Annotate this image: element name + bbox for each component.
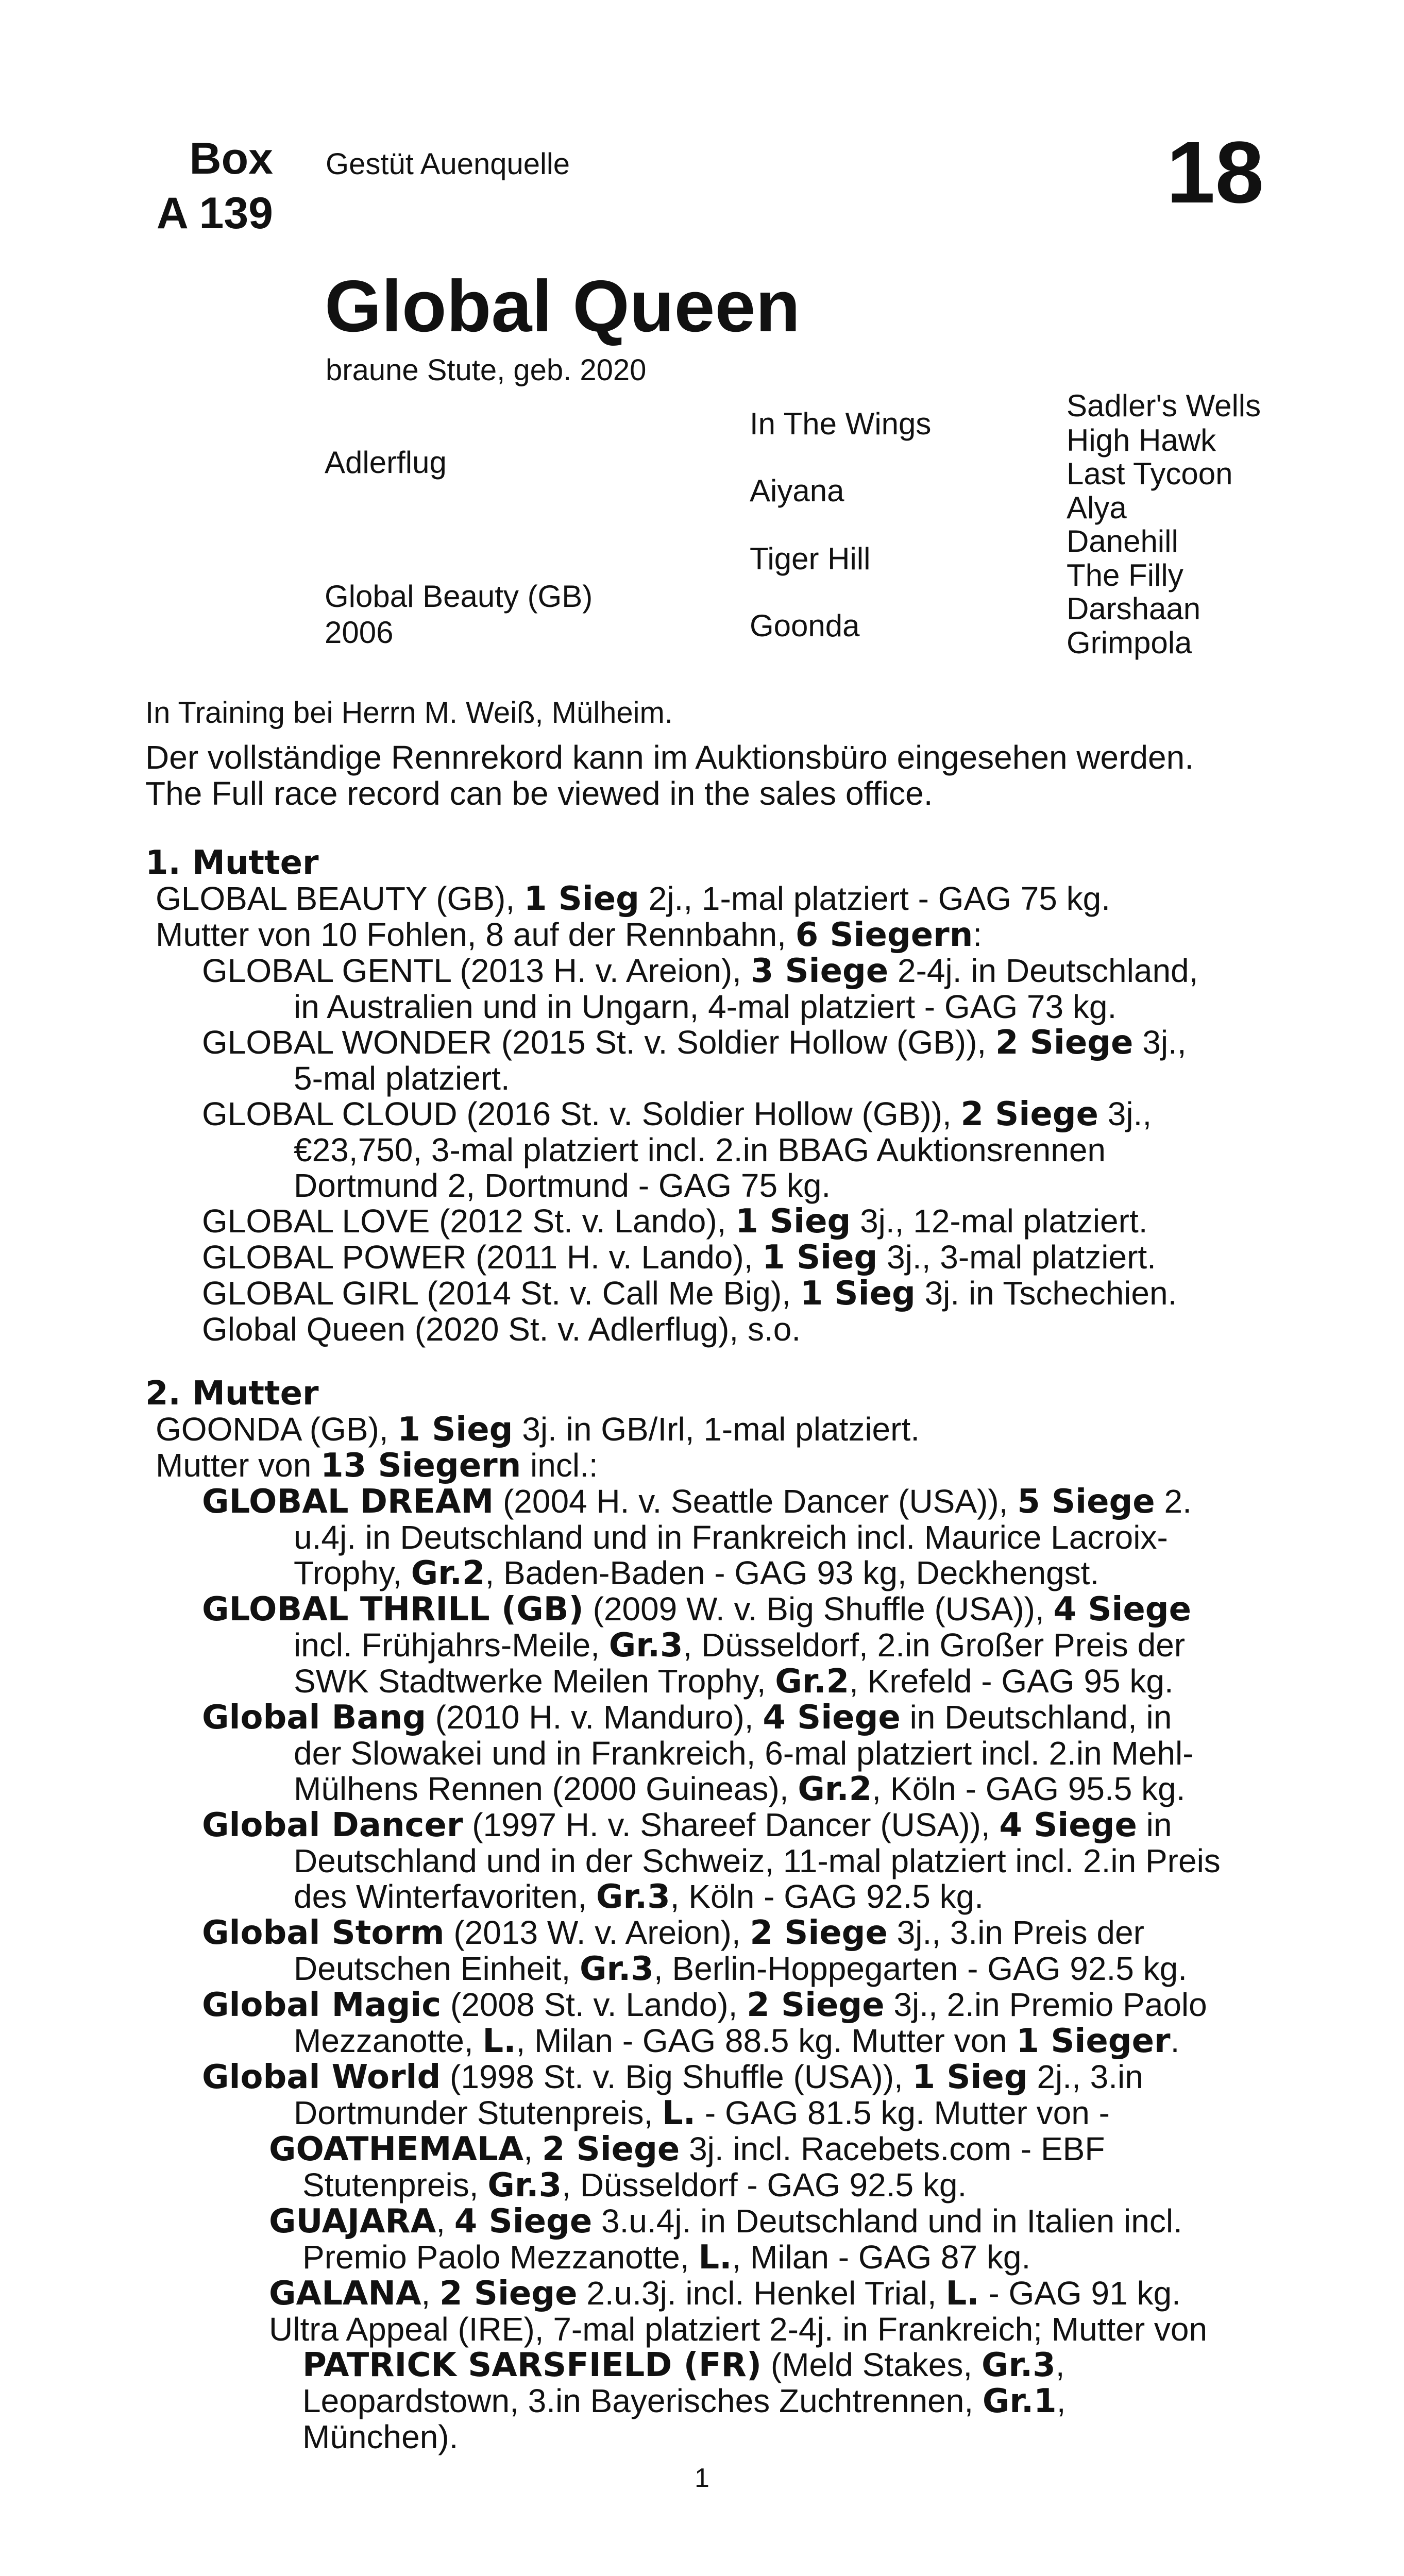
grand-produce-entry: GALANA, 2 Siege 2.u.3j. incl. Henkel Trial, L. - GAG 91 kg. [269, 2275, 1181, 2313]
grand-produce-entry: Ultra Appeal (IRE), 7-mal platziert 2-4j. in Frankreich; Mutter von [269, 2311, 1208, 2348]
produce-entry: GLOBAL CLOUD (2016 St. v. Soldier Hollow (GB)), 2 Siege 3j., [202, 1095, 1152, 1133]
pedigree-gen3-2: High Hawk [1067, 423, 1216, 457]
produce-entry: Global Queen (2020 St. v. Adlerflug), s.o. [202, 1311, 801, 1348]
produce-entry-cont: u.4j. in Deutschland und in Frankreich incl. Maurice Lacroix- [294, 1519, 1168, 1556]
pedigree-gen2-2: Aiyana [750, 473, 844, 508]
produce-entry-cont: Deutschland und in der Schweiz, 11-mal platziert incl. 2.in Preis [294, 1842, 1221, 1879]
pedigree-gen3-1: Sadler's Wells [1067, 388, 1261, 423]
grand-produce-entry-cont: München). [302, 2418, 459, 2455]
pedigree-gen2-4: Goonda [750, 608, 860, 643]
training-info: In Training bei Herrn M. Weiß, Mülheim. [145, 696, 673, 730]
produce-entry-cont: der Slowakei und in Frankreich, 6-mal platziert incl. 2.in Mehl- [294, 1735, 1194, 1772]
record-note [145, 739, 1263, 811]
pedigree-gen3-6: The Filly [1067, 558, 1183, 592]
produce-entry-cont: Trophy, Gr.2, Baden-Baden - GAG 93 kg, Deckhengst. [294, 1554, 1099, 1592]
produce-entry-cont: Mezzanotte, L., Milan - GAG 88.5 kg. Mutter von 1 Sieger. [294, 2022, 1180, 2060]
second-dam-section [145, 1376, 1263, 2455]
produce-entry-cont: €23,750, 3-mal platziert incl. 2.in BBAG Auktionsrennen [294, 1131, 1106, 1168]
record-note-en: The Full race record can be viewed in the sales office. [145, 775, 933, 812]
produce-entry: GLOBAL THRILL (GB) (2009 W. v. Big Shuffle (USA)), 4 Siege [202, 1590, 1191, 1629]
produce-entry: GLOBAL LOVE (2012 St. v. Lando), 1 Sieg 3j., 12-mal platziert. [202, 1202, 1148, 1241]
pedigree-gen3-8: Grimpola [1067, 625, 1192, 660]
pedigree-dam: Global Beauty (GB) [325, 579, 593, 614]
produce-entry-cont: Dortmunder Stutenpreis, L. - GAG 81.5 kg. Mutter von - [294, 2094, 1110, 2132]
grand-produce-entry: GUAJARA, 4 Siege 3.u.4j. in Deutschland und in Italien incl. [269, 2202, 1182, 2241]
produce-entry-cont: Deutschen Einheit, Gr.3, Berlin-Hoppegarten - GAG 92.5 kg. [294, 1950, 1187, 1988]
produce-entry: GLOBAL GENTL (2013 H. v. Areion), 3 Siege 2-4j. in Deutschland, [202, 952, 1198, 990]
first-dam-line: GLOBAL BEAUTY (GB), 1 Sieg 2j., 1-mal platziert - GAG 75 kg. [156, 880, 1111, 918]
produce-entry-cont: 5-mal platziert. [294, 1060, 510, 1097]
grand-produce-entry-cont: Premio Paolo Mezzanotte, L., Milan - GAG 87 kg. [302, 2239, 1031, 2277]
pedigree-gen3-4: Alya [1067, 490, 1127, 525]
produce-entry-cont: Mülhens Rennen (2000 Guineas), Gr.2, Köln - GAG 95.5 kg. [294, 1770, 1186, 1808]
produce-entry: Global World (1998 St. v. Big Shuffle (USA)), 1 Sieg 2j., 3.in [202, 2058, 1143, 2096]
grand-produce-entry: GOATHEMALA, 2 Siege 3j. incl. Racebets.com - EBF [269, 2130, 1105, 2168]
produce-entry: Global Magic (2008 St. v. Lando), 2 Siege 3j., 2.in Premio Paolo [202, 1986, 1207, 2024]
second-dam-heading: 2. Mutter [145, 1375, 319, 1413]
produce-entry: Global Storm (2013 W. v. Areion), 2 Siege 3j., 3.in Preis der [202, 1914, 1144, 1952]
grand-produce-entry-cont: Stutenpreis, Gr.3, Düsseldorf - GAG 92.5 kg. [302, 2166, 967, 2205]
produce-entry: GLOBAL WONDER (2015 St. v. Soldier Hollow (GB)), 2 Siege 3j., [202, 1024, 1187, 1062]
produce-entry-cont: SWK Stadtwerke Meilen Trophy, Gr.2, Krefeld - GAG 95 kg. [294, 1663, 1174, 1701]
grand-produce-entry-cont: Leopardstown, 3.in Bayerisches Zuchtrennen, Gr.1, [302, 2382, 1066, 2420]
horse-description: braune Stute, geb. 2020 [326, 353, 647, 387]
horse-name: Global Queen [325, 265, 801, 347]
produce-entry: Global Dancer (1997 H. v. Shareef Dancer (USA)), 4 Siege in [202, 1806, 1172, 1844]
box-label [129, 131, 273, 241]
lot-number: 18 [1166, 124, 1264, 222]
pedigree-dam-year: 2006 [325, 615, 394, 650]
produce-entry-cont: in Australien und in Ungarn, 4-mal platziert - GAG 73 kg. [294, 988, 1117, 1025]
studfarm-name: Gestüt Auenquelle [326, 147, 570, 181]
pedigree-sire: Adlerflug [325, 445, 447, 480]
record-note-de: Der vollständige Rennrekord kann im Auktionsbüro eingesehen werden. [145, 739, 1194, 776]
second-dam-produce-line: Mutter von 13 Siegern incl.: [156, 1447, 598, 1485]
pedigree-gen3-5: Danehill [1067, 524, 1178, 558]
box-line-1: Box [189, 134, 273, 183]
second-dam-line: GOONDA (GB), 1 Sieg 3j. in GB/Irl, 1-mal platziert. [156, 1411, 920, 1449]
produce-entry-cont: Dortmund 2, Dortmund - GAG 75 kg. [294, 1167, 831, 1204]
pedigree-gen3-7: Darshaan [1067, 591, 1201, 626]
produce-entry: GLOBAL DREAM (2004 H. v. Seattle Dancer (USA)), 5 Siege 2. [202, 1483, 1192, 1521]
box-line-2: A 139 [156, 189, 273, 238]
pedigree-gen3-3: Last Tycoon [1067, 456, 1233, 491]
first-dam-section [145, 845, 1263, 1347]
page-number: 1 [695, 2463, 709, 2493]
first-dam-produce-line: Mutter von 10 Fohlen, 8 auf der Rennbahn, 6 Siegern: [156, 916, 983, 954]
grand-produce-entry-cont: PATRICK SARSFIELD (FR) (Meld Stakes, Gr.3, [302, 2346, 1065, 2384]
produce-entry-cont: des Winterfavoriten, Gr.3, Köln - GAG 92.5 kg. [294, 1878, 984, 1916]
produce-entry: Global Bang (2010 H. v. Manduro), 4 Siege in Deutschland, in [202, 1699, 1172, 1737]
pedigree-gen2-1: In The Wings [750, 406, 932, 441]
pedigree-gen2-3: Tiger Hill [750, 541, 871, 576]
first-dam-heading: 1. Mutter [145, 844, 319, 882]
produce-entry-cont: incl. Frühjahrs-Meile, Gr.3, Düsseldorf, 2.in Großer Preis der [294, 1626, 1186, 1665]
produce-entry: GLOBAL POWER (2011 H. v. Lando), 1 Sieg 3j., 3-mal platziert. [202, 1239, 1156, 1277]
produce-entry: GLOBAL GIRL (2014 St. v. Call Me Big), 1 Sieg 3j. in Tschechien. [202, 1275, 1177, 1313]
